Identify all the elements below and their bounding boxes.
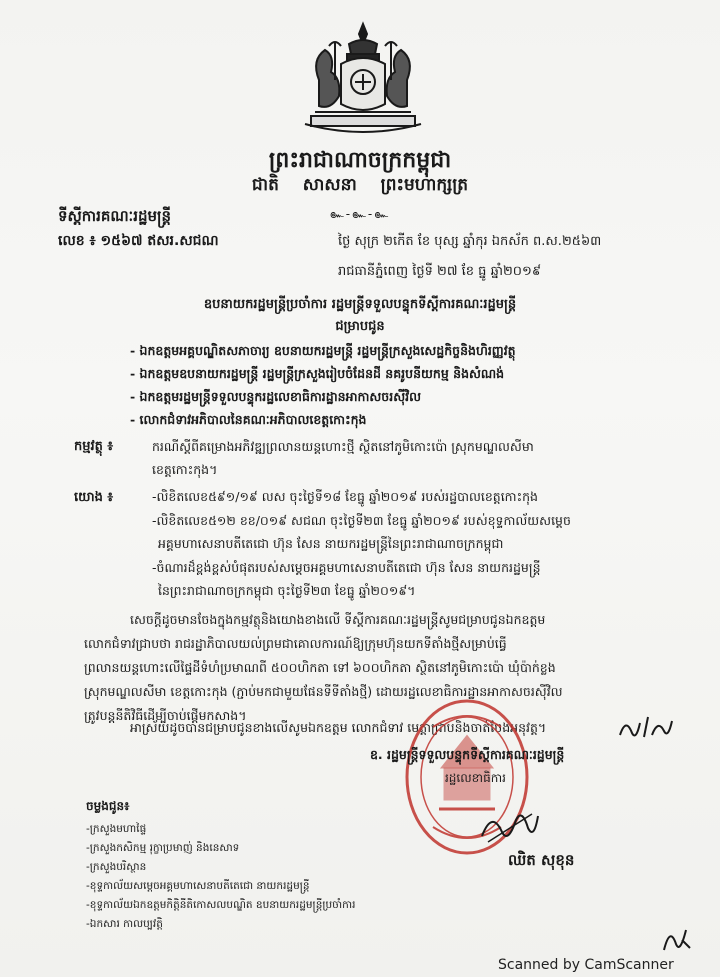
lunar-date: ថ្ងៃ សុក្រ ២កើត ខែ បុស្ស ឆ្នាំកុរ ឯកស័ក ព.ស.២៥៦៣ <box>338 234 602 249</box>
handwritten-initials <box>618 713 674 741</box>
body-line: ស្រុកមណ្ឌលសីមា ខេត្តកោះកុង (ភ្ជាប់មកជាមួយផែនទីទីតាំងថ្មី) ដោយរដ្ឋលេខាធិការដ្ឋានអាកាសចរស៊ីវិល <box>84 684 563 699</box>
issuing-office: ទីស្តីការគណៈរដ្ឋមន្ត្រី <box>58 207 172 225</box>
cc-item: -ក្រសួងបរិស្ថាន <box>86 861 147 873</box>
reference-line: -ចំណារដ៏ខ្ពង់ខ្ពស់បំផុតរបស់សម្តេចអគ្គមហាសេនាបតីតេជោ ហ៊ុន សែន នាយករដ្ឋមន្ត្រី <box>152 560 541 575</box>
royal-crest-logo <box>301 20 425 138</box>
recipient-item: - ឯកឧត្តមរដ្ឋមន្ត្រីទទួលបន្ទុករដ្ឋលេខាធិការដ្ឋានអាកាសចរស៊ីវិល <box>130 389 421 404</box>
subject-text: ករណីស្តីពីគម្រោងអភិវឌ្ឍព្រលានយន្តហោះថ្មី ស្ថិតនៅភូមិកោះប៉ោ ស្រុកមណ្ឌលសីមា <box>152 439 534 454</box>
signer-name: ឈិត សុខុន <box>508 851 575 869</box>
ornament-divider: ๛-๛-๛ <box>329 207 391 221</box>
handwritten-page-mark <box>660 922 694 956</box>
recipient-item: - ឯកឧត្តមឧបនាយករដ្ឋមន្ត្រី រដ្ឋមន្ត្រីក្រសួងរៀបចំដែនដី នគរូបនីយកម្ម និងសំណង់ <box>130 366 505 381</box>
solar-date: រាជធានីភ្នំពេញ ថ្ងៃទី ២៧ ខែ ធ្នូ ឆ្នាំ២០១៩ <box>338 264 542 279</box>
body-line: សេចក្តីដូចមានចែងក្នុងកម្មវត្ថុនិងយោងខាងលើ ទីស្តីការគណៈរដ្ឋមន្ត្រីសូមជម្រាបជូនឯកឧត្តម <box>130 612 546 627</box>
cc-item: -ក្រសួងកសិកម្ម រុក្ខាប្រមាញ់ និងនេសាទ <box>86 842 240 854</box>
reference-line: នៃព្រះរាជាណាចក្រកម្ពុជា ចុះថ្ងៃទី២៣ ខែធ្នូ ឆ្នាំ២០១៩។ <box>158 583 416 598</box>
reference-number: លេខ ៖ ១៥៦៧ ឥសរ.សជណ <box>58 233 219 249</box>
recipient-item: - ឯកឧត្តមអគ្គបណ្ឌិតសភាចារ្យ ឧបនាយករដ្ឋមន្ត្រី រដ្ឋមន្ត្រីក្រសួងសេដ្ឋកិច្ចនិងហិរញ្ញវត្ថុ <box>130 343 516 358</box>
cc-item: -ខុទ្ទកាល័យឯកឧត្តមកិត្តិនីតិកោសលបណ្ឌិត ឧបនាយករដ្ឋមន្ត្រីប្រចាំការ <box>86 899 356 911</box>
cc-heading: ចម្លងជូន៖ <box>86 799 130 813</box>
reference-line: -លិខិតលេខ៥១២ ខខ/០១៩ សជណ ចុះថ្ងៃទី២៣ ខែធ្នូ ឆ្នាំ២០១៩ របស់ខុទ្ទកាល័យសម្តេច <box>152 513 571 528</box>
signer-title: ឧ. រដ្ឋមន្ត្រីទទួលបន្ទុកទីស្តីការគណៈរដ្ឋមន្ត្រី <box>370 747 565 762</box>
national-motto: ជាតិ សាសនា ព្រះមហាក្សត្រ <box>251 175 469 195</box>
reference-line: -លិខិតលេខ៥៩១/១៩ លស ចុះថ្ងៃទី១៨ ខែធ្នូ ឆ្នាំ២០១៩ របស់រដ្ឋបាលខេត្តកោះកុង <box>152 489 538 504</box>
kingdom-heading: ព្រះរាជាណាចក្រកម្ពុជា <box>268 147 452 173</box>
reference-line: អគ្គមហាសេនាបតីតេជោ ហ៊ុន សែន នាយករដ្ឋមន្ត្រីនៃព្រះរាជាណាចក្រកម្ពុជា <box>158 536 504 551</box>
closing-line: អាស្រ័យដូចបានជម្រាបជូនខាងលើសូមឯកឧត្តម លោកជំទាវ មេត្តាជ្រាបនិងចាត់ចែងអនុវត្ត។ <box>130 720 547 735</box>
body-line: លោកជំទាវជ្រាបថា រាជរដ្ឋាភិបាលយល់ព្រមជាគោលការណ៍ឱ្យក្រុមហ៊ុនយកទីតាំងថ្មីសម្រាប់ធ្វើ <box>84 636 507 651</box>
reference-label: យោង ៖ <box>74 490 114 505</box>
recipient-item: - លោកជំទាវអភិបាលនៃគណៈអភិបាលខេត្តកោះកុង <box>130 412 367 427</box>
subject-text: ខេត្តកោះកុង។ <box>152 462 218 477</box>
addressed-to-label: ជម្រាបជូន <box>335 319 385 334</box>
handwritten-signature <box>478 806 542 846</box>
subject-label: កម្មវត្ថុ ៖ <box>74 439 114 454</box>
cc-item: -ឯកសារ កាលប្បវត្តិ <box>86 918 163 930</box>
body-line: ត្រូវបន្តនីតិវិធីដើម្បីចាប់ផ្តើមកសាង។ <box>84 708 247 723</box>
signer-subtitle: រដ្ឋលេខាធិការ <box>445 771 506 785</box>
cc-item: -ខុទ្ទកាល័យសម្តេចអគ្គមហាសេនាបតីតេជោ នាយករដ្ឋមន្ត្រី <box>86 880 310 892</box>
scanner-watermark: Scanned by CamScanner <box>498 957 674 973</box>
cc-item: -ក្រសួងមហាផ្ទៃ <box>86 823 147 835</box>
body-line: ព្រលានយន្តហោះលើផ្ទៃដីទំហំប្រមាណពី ៥០០ហិកតា ទៅ ៦០០ហិកតា ស្ថិតនៅភូមិកោះប៉ោ ឃុំប៉ាក់ខ្លង <box>84 660 556 675</box>
sender-title: ឧបនាយករដ្ឋមន្ត្រីប្រចាំការ រដ្ឋមន្ត្រីទទួលបន្ទុកទីស្តីការគណៈរដ្ឋមន្ត្រី <box>203 297 517 312</box>
